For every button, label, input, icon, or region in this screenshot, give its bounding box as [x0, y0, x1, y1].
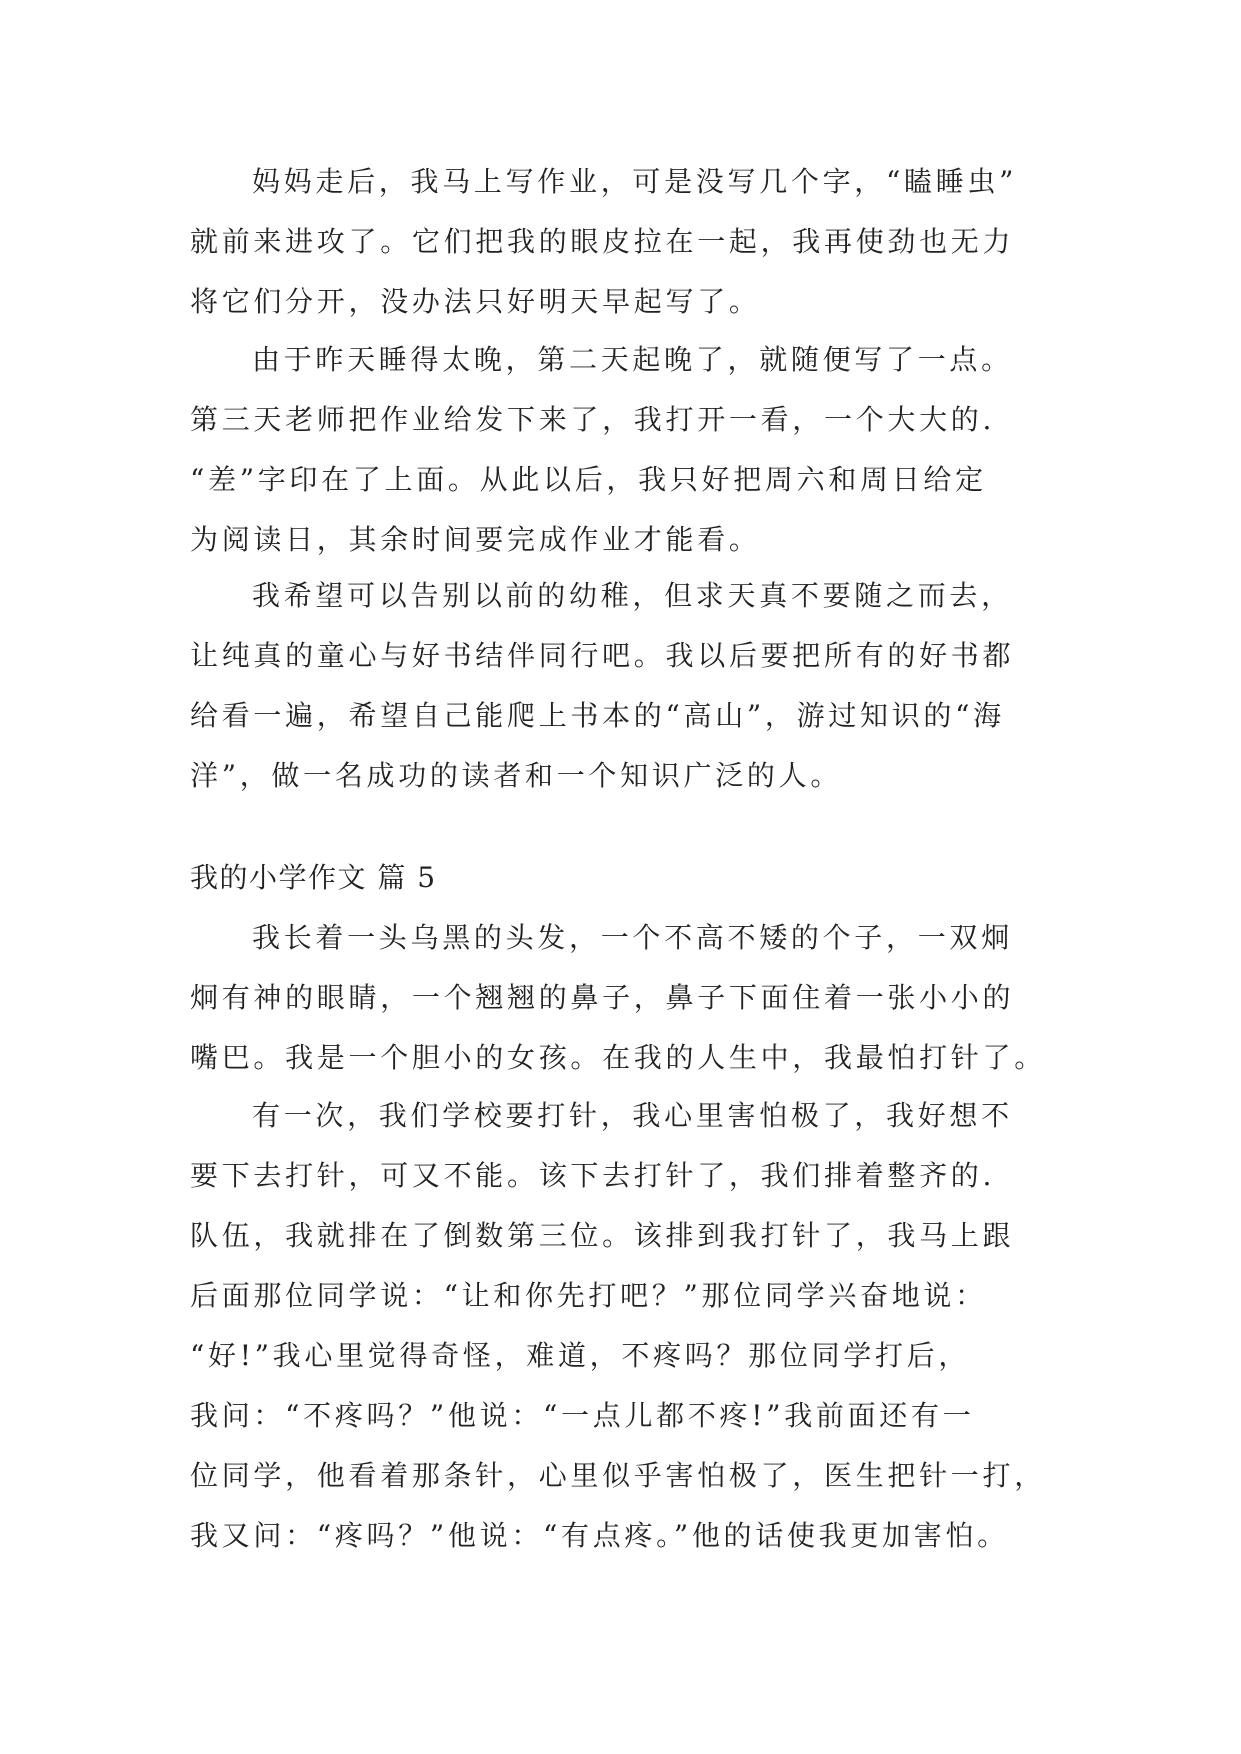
text-line: 将它们分开，没办法只好明天早起写了。 [190, 285, 761, 318]
text-line: 队伍，我就排在了倒数第三位。该排到我打针了，我马上跟 [190, 1219, 1015, 1252]
text-line: 我长着一头乌黑的头发，一个不高不矮的个子，一双炯 [252, 921, 1013, 954]
text-line: 位同学，他看着那条针，心里似乎害怕极了，医生把针一打， [190, 1459, 1046, 1492]
section-paragraph-1 [190, 908, 1070, 1088]
text-line: “好!”我心里觉得奇怪，难道，不疼吗？那位同学打后， [190, 1339, 971, 1372]
text-line: 有一次，我们学校要打针，我心里害怕极了，我好想不 [252, 1099, 1013, 1132]
text-line: 我又问：“疼吗？”他说：“有点疼。”他的话使我更加害怕。 [190, 1519, 1009, 1552]
text-line: 让纯真的童心与好书结伴同行吧。我以后要把所有的好书都 [190, 639, 1015, 672]
text-line: 妈妈走后，我马上写作业，可是没写几个字，“瞌睡虫” [252, 165, 1018, 198]
paragraph-2 [190, 330, 1070, 570]
text-line: 第三天老师把作业给发下来了，我打开一看，一个大大的. [190, 403, 996, 436]
text-line: 我问：“不疼吗？”他说：“一点儿都不疼!”我前面还有一 [190, 1399, 975, 1432]
paragraph-3 [190, 566, 1070, 806]
text-line: 要下去打针，可又不能。该下去打针了，我们排着整齐的. [190, 1159, 996, 1192]
text-line: 由于昨天睡得太晚，第二天起晚了，就随便写了一点。 [252, 343, 1013, 376]
paragraph-1 [190, 152, 1070, 332]
text-line: 为阅读日，其余时间要完成作业才能看。 [190, 523, 761, 556]
text-line: 炯有神的眼睛，一个翘翘的鼻子，鼻子下面住着一张小小的 [190, 981, 1015, 1014]
section-paragraph-2 [190, 1086, 1070, 1566]
text-line: 就前来进攻了。它们把我的眼皮拉在一起，我再使劲也无力 [190, 225, 1015, 258]
text-line: 洋”，做一名成功的读者和一个知识广泛的人。 [190, 759, 843, 792]
text-line: 嘴巴。我是一个胆小的女孩。在我的人生中，我最怕打针了。 [190, 1041, 1046, 1074]
text-line: 我希望可以告别以前的幼稚，但求天真不要随之而去， [252, 579, 1013, 612]
text-line: 后面那位同学说：“让和你先打吧？”那位同学兴奋地说： [190, 1279, 987, 1312]
text-line: “差”字印在了上面。从此以后，我只好把周六和周日给定 [190, 463, 987, 496]
text-line: 给看一遍，希望自己能爬上书本的“高山”，游过知识的“海 [190, 699, 1005, 732]
section-heading: 我的小学作文 篇 5 [190, 861, 437, 894]
